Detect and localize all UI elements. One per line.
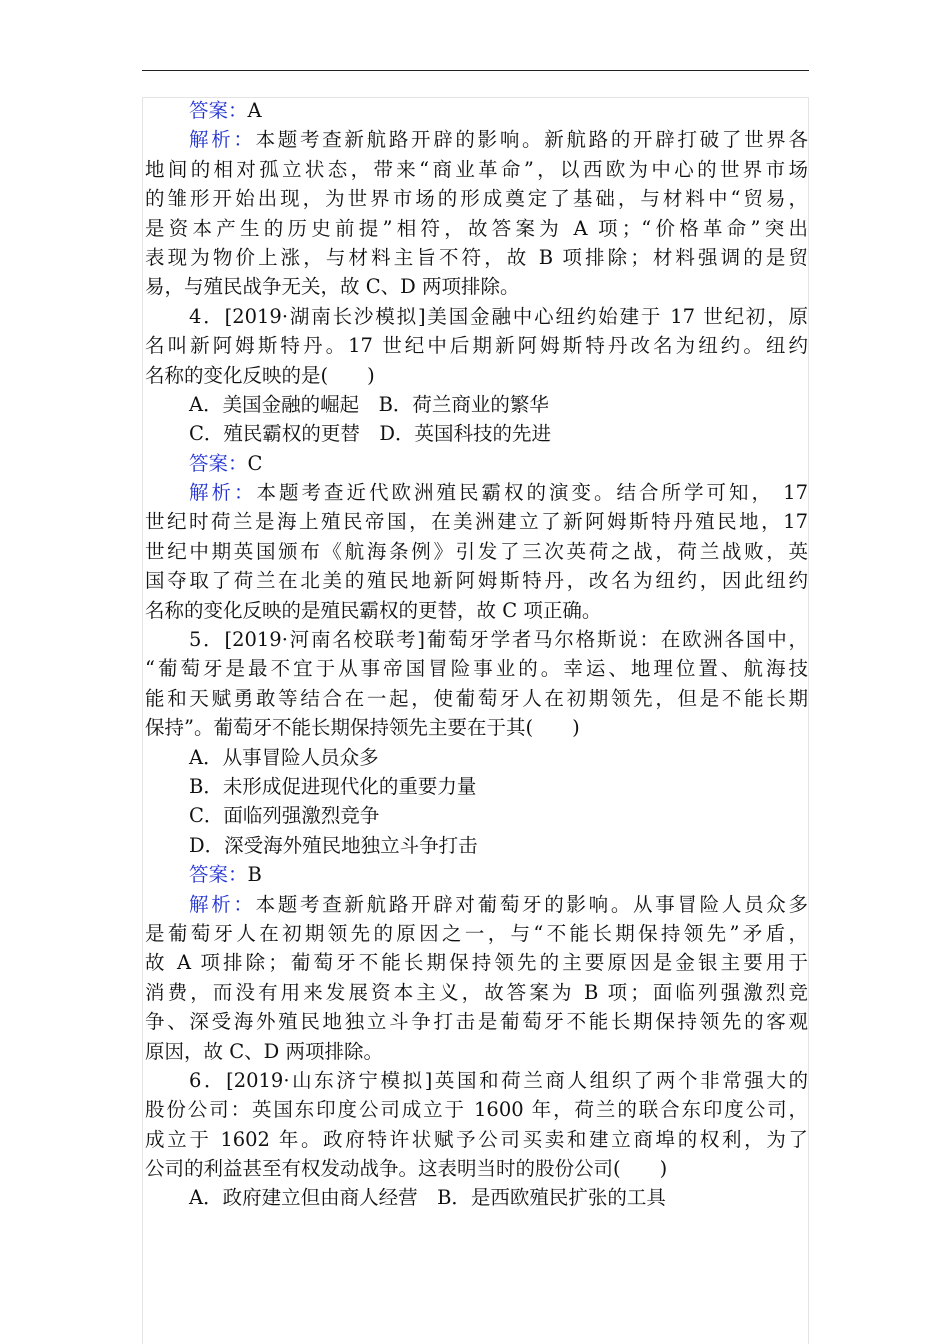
- q3-analysis-line: 地间的相对孤立状态，带来“商业革命”，以西欧为中心的世界市场: [145, 157, 808, 181]
- analysis-label: 解析：: [189, 128, 256, 152]
- q3-analysis-line: 的雏形开始出现，为世界市场的形成奠定了基础，与材料中“贸易，: [145, 187, 808, 211]
- q4-option-line: A．美国金融的崛起 B．荷兰商业的繁华: [189, 392, 549, 416]
- q5-analysis-line: 故 A 项排除；葡萄牙不能长期保持领先的主要原因是金银主要用于: [145, 951, 808, 975]
- q4-answer: [145, 449, 808, 478]
- q4-analysis-line: 名称的变化反映的是殖民霸权的更替，故 C 项正确。: [145, 598, 602, 622]
- answer-value: C: [247, 451, 263, 475]
- q5-analysis-line: 消费，而没有用来发展资本主义，故答案为 B 项；面临列强激烈竞: [145, 980, 808, 1004]
- q5-stem-line: 5．[2019·河南名校联考]葡萄牙学者马尔格斯说：在欧洲各国中，: [189, 628, 808, 652]
- q4-stem-line: 4．[2019·湖南长沙模拟]美国金融中心纽约始建于 17 世纪初，原: [189, 304, 808, 328]
- q6-stem-line: 公司的利益甚至有权发动战争。这表明当时的股份公司( ): [145, 1157, 668, 1181]
- page-content: [145, 96, 808, 1213]
- answer-value: A: [247, 99, 262, 122]
- q3-analysis-line: 是资本产生的历史前提”相符，故答案为 A 项；“价格革命”突出: [145, 216, 808, 240]
- analysis-label: 解析：: [189, 481, 257, 505]
- q4-analysis-line: 世纪时荷兰是海上殖民帝国，在美洲建立了新阿姆斯特丹殖民地，17: [145, 510, 808, 534]
- q6-stem-line: 6．[2019·山东济宁模拟]英国和荷兰商人组织了两个非常强大的: [189, 1068, 808, 1092]
- answer-label: 答案：: [189, 99, 248, 122]
- q5-stem-line: “葡萄牙是最不宜于从事帝国冒险事业的。幸运、地理位置、航海技: [145, 657, 808, 681]
- q4-analysis-line: 国夺取了荷兰在北美的殖民地新阿姆斯特丹，改名为纽约，因此纽约: [145, 569, 808, 593]
- q5-answer: [145, 860, 808, 889]
- q4-stem-line: 名叫新阿姆斯特丹。17 世纪中后期新阿姆斯特丹改名为纽约。纽约: [145, 334, 808, 358]
- q4-analysis-line: 解析：本题考查近代欧洲殖民霸权的演变。结合所学可知， 17: [189, 481, 808, 505]
- q5-stem-line: 保持”。葡萄牙不能长期保持领先主要在于其( ): [145, 716, 580, 740]
- header-rule: [142, 70, 809, 71]
- q5-analysis-line: 是葡萄牙人在初期领先的原因之一，与“不能长期保持领先”矛盾，: [145, 921, 808, 945]
- q4-option-line: C．殖民霸权的更替 D．英国科技的先进: [189, 422, 552, 446]
- q3-analysis-line: 表现为物价上涨，与材料主旨不符，故 B 项排除；材料强调的是贸: [145, 245, 808, 269]
- q4-analysis-line: 世纪中期英国颁布《航海条例》引发了三次英荷之战，荷兰战败，英: [145, 539, 808, 563]
- q5-option-line: C．面临列强激烈竞争: [189, 804, 380, 828]
- q6-stem-line: 成立于 1602 年。政府特许状赋予公司买卖和建立商埠的权利，为了: [145, 1127, 808, 1151]
- q5-option-line: D．深受海外殖民地独立斗争打击: [189, 833, 478, 857]
- analysis-label: 解析：: [189, 892, 256, 916]
- q6-stem-line: 股份公司：英国东印度公司成立于 1600 年，荷兰的联合东印度公司，: [145, 1098, 808, 1122]
- q4-stem-line: 名称的变化反映的是( ): [145, 363, 375, 387]
- q3-analysis-line: 解析：本题考查新航路开辟的影响。新航路的开辟打破了世界各: [189, 128, 808, 152]
- q5-analysis-line: 解析：本题考查新航路开辟对葡萄牙的影响。从事冒险人员众多: [189, 892, 808, 916]
- answer-label: 答案：: [189, 863, 248, 887]
- q5-option-line: B．未形成促进现代化的重要力量: [189, 774, 477, 798]
- q3-analysis-line: 易，与殖民战争无关，故 C、D 两项排除。: [145, 275, 520, 299]
- q5-analysis-line: 原因，故 C、D 两项排除。: [145, 1039, 383, 1063]
- q5-option-line: A．从事冒险人员众多: [189, 745, 379, 769]
- q3-answer: [145, 96, 808, 125]
- q5-analysis-line: 争、深受海外殖民地独立斗争打击是葡萄牙不能长期保持领先的客观: [145, 1010, 808, 1034]
- q5-stem-line: 能和天赋勇敢等结合在一起，使葡萄牙人在初期领先，但是不能长期: [145, 686, 808, 710]
- answer-value: B: [247, 863, 262, 887]
- q6-option-line: A．政府建立但由商人经营 B．是西欧殖民扩张的工具: [189, 1186, 666, 1210]
- answer-label: 答案：: [189, 451, 248, 475]
